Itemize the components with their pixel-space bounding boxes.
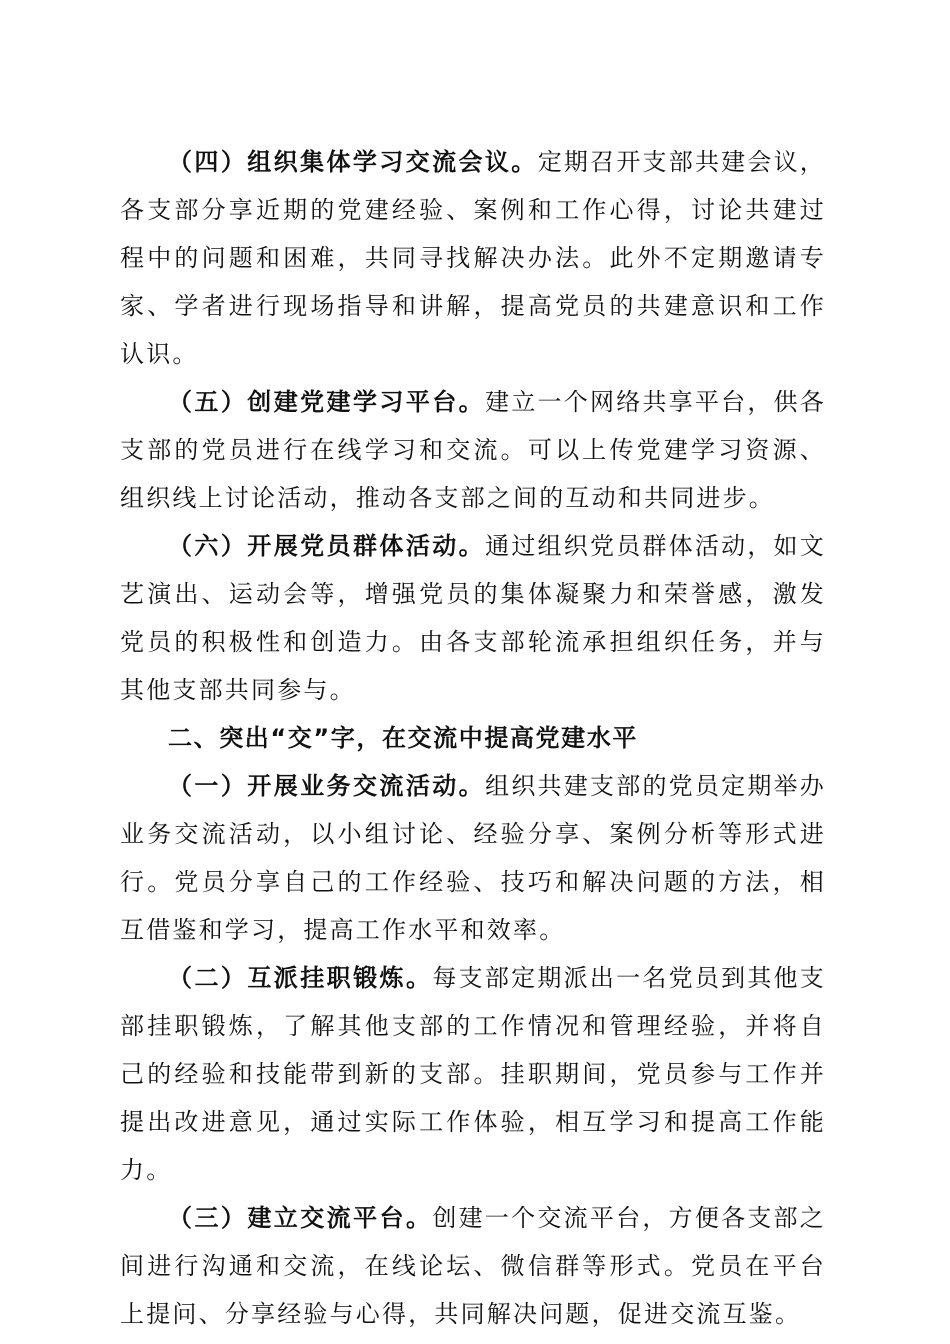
paragraph-body: 组织共建支部的党员定期举办业务交流活动，以小组讨论、经验分享、案例分析等形式进行。党员分享自己的工作经验、技巧和解决问题的方法，相互借鉴和学习，提高工作水平和效率。: [120, 772, 826, 944]
section-heading: 二、突出“交”字，在交流中提高党建水平: [168, 724, 638, 752]
paragraph-two: [120, 954, 826, 1194]
paragraph-six: [120, 522, 826, 714]
paragraph-lead: （五）创建党建学习平台。: [168, 388, 486, 416]
paragraph-body: 创建一个交流平台，方便各支部之间进行沟通和交流，在线论坛、微信群等形式。党员在平台上提问、分享经验与心得，共同解决问题，促进交流互鉴。: [120, 1204, 827, 1328]
document-body: [120, 138, 826, 1338]
paragraph-three: [120, 1194, 826, 1338]
paragraph-four: [120, 138, 826, 378]
paragraph-lead: （三）建立交流平台。: [168, 1204, 433, 1232]
paragraph-body: 通过组织党员群体活动，如文艺演出、运动会等，增强党员的集体凝聚力和荣誉感，激发党员的积极性和创造力。由各支部轮流承担组织任务，并与其他支部共同参与。: [120, 532, 826, 704]
paragraph-lead: （二）互派挂职锻炼。: [168, 964, 433, 992]
paragraph-lead: （四）组织集体学习交流会议。: [168, 148, 538, 176]
paragraph-body: 建立一个网络共享平台，供各支部的党员进行在线学习和交流。可以上传党建学习资源、组织线上讨论活动，推动各支部之间的互动和共同进步。: [120, 388, 826, 512]
paragraph-five: [120, 378, 826, 522]
paragraph-lead: （一）开展业务交流活动。: [168, 772, 486, 800]
paragraph-lead: （六）开展党员群体活动。: [168, 532, 486, 560]
paragraph-body: 每支部定期派出一名党员到其他支部挂职锻炼，了解其他支部的工作情况和管理经验，并将自己的经验和技能带到新的支部。挂职期间，党员参与工作并提出改进意见，通过实际工作体验，相互学习和提高工作能力。: [120, 964, 827, 1184]
paragraph-one: [120, 762, 826, 954]
paragraph-body: 定期召开支部共建会议，各支部分享近期的党建经验、案例和工作心得，讨论共建过程中的问题和困难，共同寻找解决办法。此外不定期邀请专家、学者进行现场指导和讲解，提高党员的共建意识和工作认识。: [120, 148, 826, 368]
